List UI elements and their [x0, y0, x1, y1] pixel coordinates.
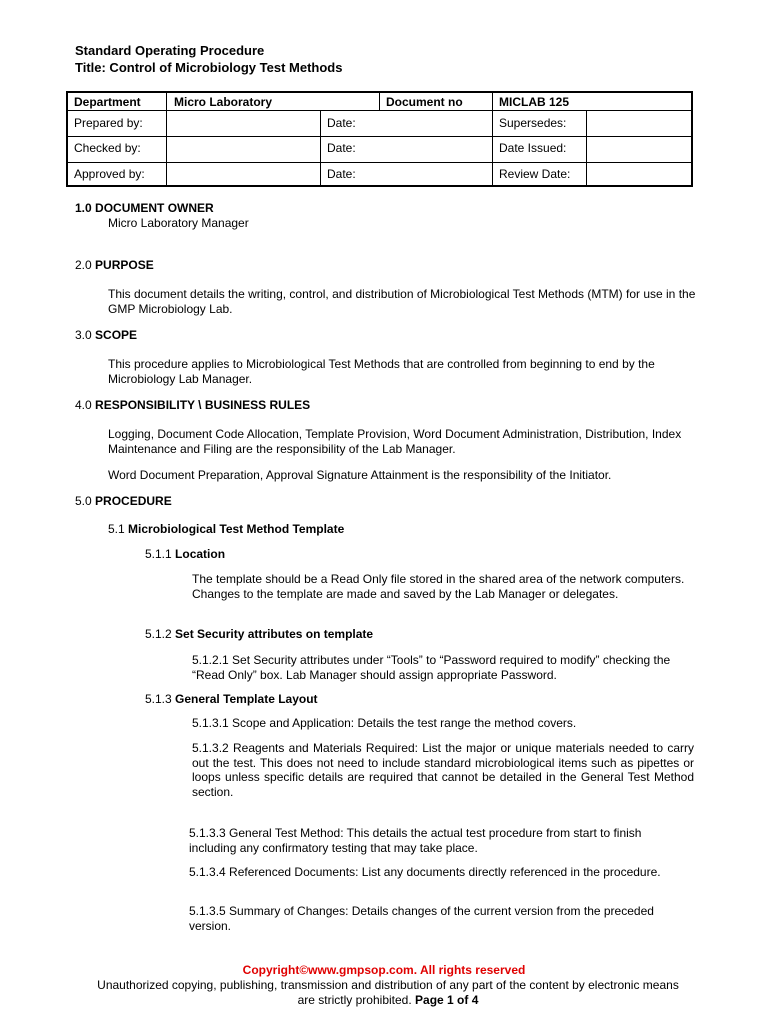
- prepared-date-label: Date:: [327, 116, 356, 130]
- section-3-body: This procedure applies to Microbiological Test Methods that are controlled from beginning to end by the Microbiology Lab Manager.: [108, 357, 655, 386]
- section-5-1-heading: 5.1 Microbiological Test Method Template: [108, 522, 345, 536]
- prepared-label: Prepared by:: [74, 116, 143, 130]
- section-5-1-3-heading: 5.1.3 General Template Layout: [145, 692, 318, 706]
- document-header: [75, 42, 342, 76]
- section-2-heading: 2.0 PURPOSE: [75, 258, 154, 272]
- section-5-1-1-body: The template should be a Read Only file stored in the shared area of the network computers. Changes to the template are made and saved by the Lab Manager or delegates.: [192, 572, 685, 601]
- approved-label: Approved by:: [74, 167, 145, 181]
- supersedes-label: Supersedes:: [499, 116, 567, 130]
- section-4-heading: 4.0 RESPONSIBILITY \ BUSINESS RULES: [75, 398, 311, 412]
- page-number: Page 1 of 4: [415, 992, 479, 1007]
- section-5-1-3-5: 5.1.3.5 Summary of Changes: Details changes of the current version from the preceded version.: [189, 904, 654, 933]
- section-5-1-3-4: 5.1.3.4 Referenced Documents: List any documents directly referenced in the procedure.: [189, 865, 661, 879]
- section-5-1-2-body: 5.1.2.1 Set Security attributes under “Tools” to “Password required to modify” checking the “Read Only” box. Lab Manager should assign appropriate Password.: [192, 653, 671, 682]
- section-4-body-1: Logging, Document Code Allocation, Template Provision, Word Document Administration, Distribution, Index Maintenance and Filing are the responsibility of the Lab Manager.: [108, 427, 682, 456]
- section-2-body: This document details the writing, control, and distribution of Microbiological Test Methods (MTM) for use in the GMP Microbiology Lab.: [108, 287, 696, 316]
- checked-label: Checked by:: [74, 141, 141, 155]
- section-1-heading: 1.0 DOCUMENT OWNER: [75, 201, 214, 215]
- section-4-body-2: Word Document Preparation, Approval Signature Attainment is the responsibility of the Initiator.: [108, 468, 612, 482]
- doc-title: Title: Control of Microbiology Test Methods: [75, 60, 343, 75]
- footer-text: Unauthorized copying, publishing, transmission and distribution of any part of the content by electronic means are strictly prohibited.: [97, 978, 679, 1007]
- date-issued-label: Date Issued:: [499, 141, 567, 155]
- section-5-heading: 5.0 PROCEDURE: [75, 494, 172, 508]
- section-5-1-3-2: 5.1.3.2 Reagents and Materials Required: List the major or unique materials needed to carry out the test. This does not need to include standard microbiological items such as pipettes or loops unless specific details are required that cannot be detailed in the General Test Method section.: [192, 741, 694, 799]
- copyright-notice: Copyright©www.gmpsop.com. All rights reserved: [242, 963, 526, 977]
- review-date-label: Review Date:: [499, 167, 571, 181]
- docno-value: MICLAB 125: [499, 95, 570, 109]
- footer-note: [88, 978, 688, 1007]
- section-5-1-3-1: 5.1.3.1 Scope and Application: Details the test range the method covers.: [192, 716, 577, 730]
- docno-label: Document no: [386, 95, 463, 109]
- checked-date-label: Date:: [327, 141, 356, 155]
- section-3-heading: 3.0 SCOPE: [75, 328, 138, 342]
- department-label: Department: [74, 95, 141, 109]
- document-control-grid: [66, 91, 693, 187]
- department-value: Micro Laboratory: [174, 95, 273, 109]
- section-1-body: Micro Laboratory Manager: [108, 216, 249, 230]
- section-5-1-1-heading: 5.1.1 Location: [145, 547, 226, 561]
- section-5-1-3-3: 5.1.3.3 General Test Method: This details the actual test procedure from start to finish including any confirmatory testing that may take place.: [189, 826, 642, 855]
- doc-type: Standard Operating Procedure: [75, 43, 265, 58]
- section-5-1-2-heading: 5.1.2 Set Security attributes on template: [145, 627, 374, 641]
- approved-date-label: Date:: [327, 167, 356, 181]
